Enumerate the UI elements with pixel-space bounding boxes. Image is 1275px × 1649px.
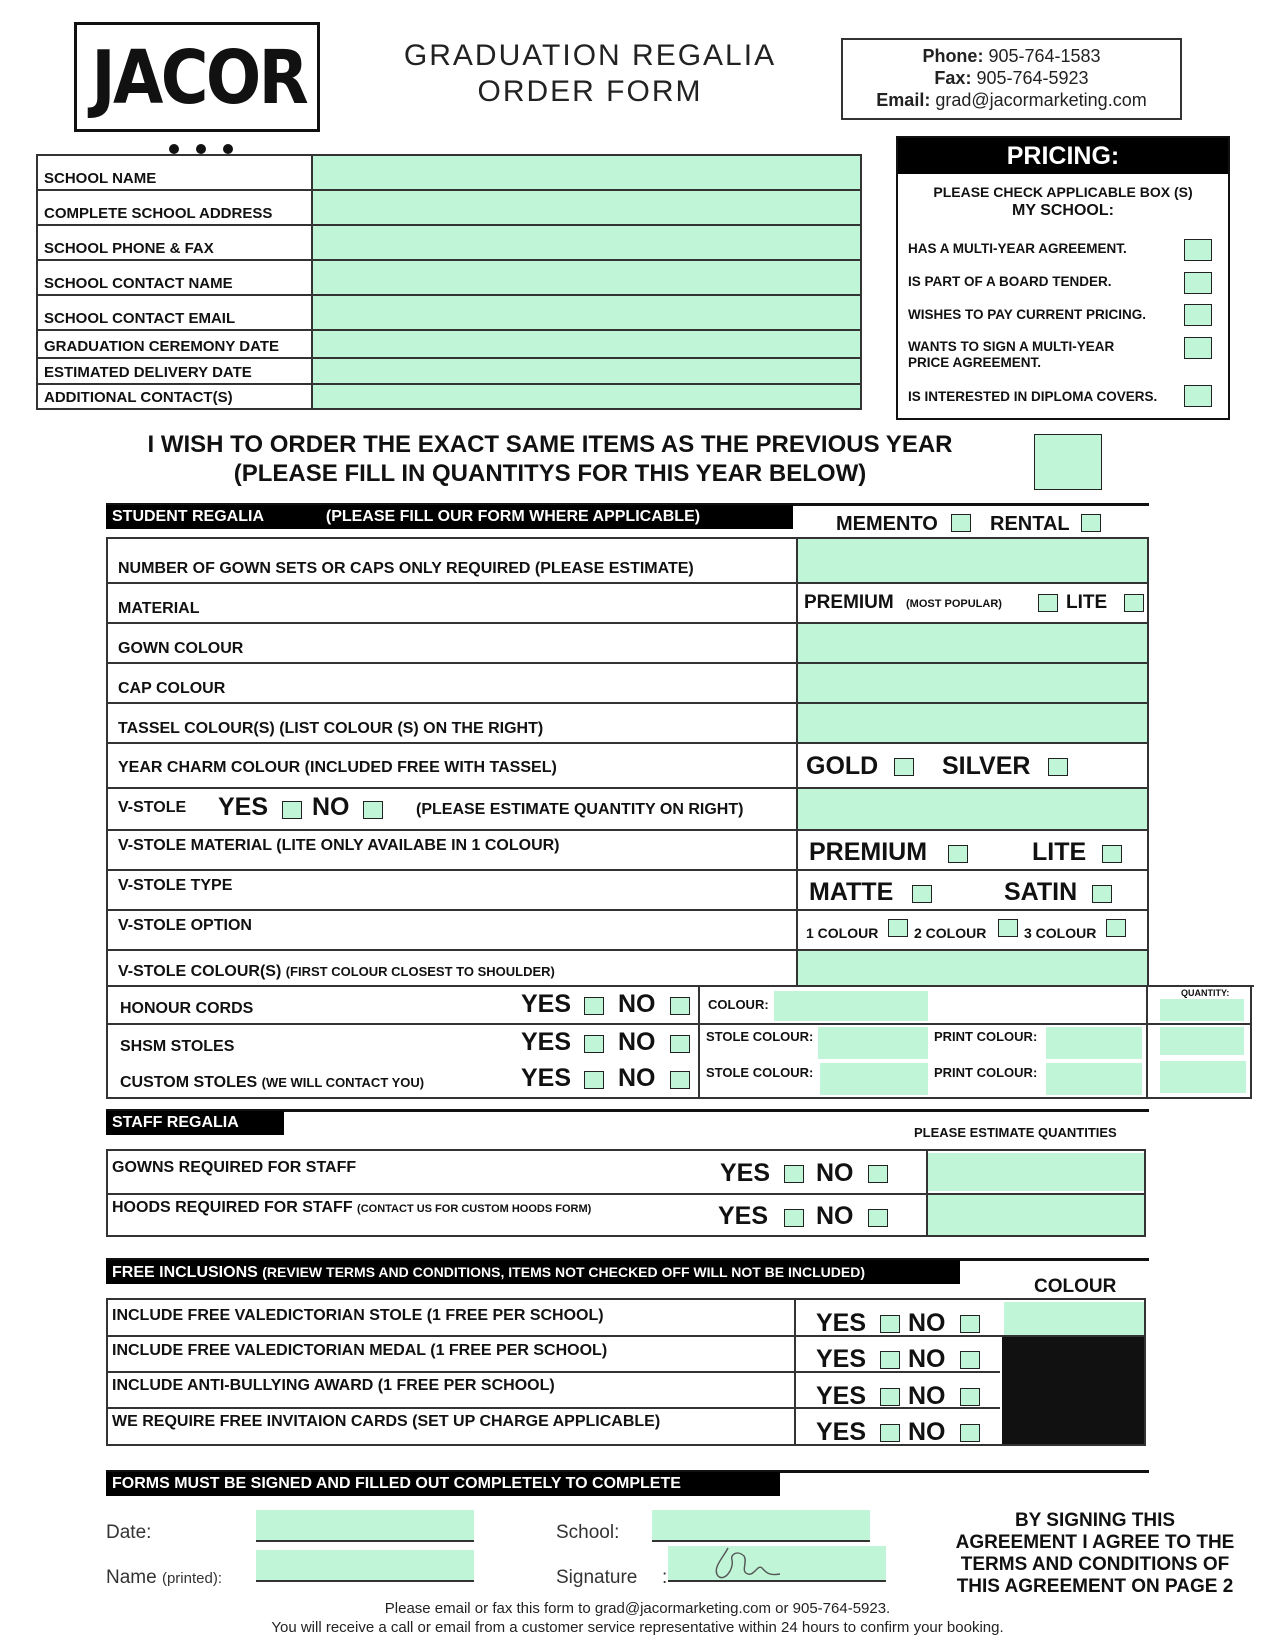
two-colour-label: 2 COLOUR <box>914 925 987 941</box>
footer-note <box>0 1599 1275 1637</box>
school-address-label: COMPLETE SCHOOL ADDRESS <box>44 205 273 222</box>
anti-bullying-no-label: NO <box>908 1382 946 1410</box>
shsm-print-colour-field[interactable] <box>1046 1027 1142 1059</box>
school-name-label: SCHOOL NAME <box>44 170 157 187</box>
estimate-quantities-label: PLEASE ESTIMATE QUANTITIES <box>914 1125 1117 1140</box>
three-colour-checkbox[interactable] <box>1106 919 1126 937</box>
free-inclusions-title: FREE INCLUSIONS <box>112 1264 258 1281</box>
matte-checkbox[interactable] <box>912 885 932 903</box>
vstole-option-label: V-STOLE OPTION <box>118 917 252 934</box>
gown-colour-label: GOWN COLOUR <box>118 640 244 657</box>
signature-label: Signature <box>556 1567 638 1588</box>
vstole-yes-checkbox[interactable] <box>282 801 302 819</box>
free-medal-no-label: NO <box>908 1345 946 1373</box>
invitation-yes-label: YES <box>816 1418 867 1446</box>
jacor-logo <box>74 22 320 132</box>
free-colour-label: COLOUR <box>1034 1276 1117 1297</box>
three-colour-label: 3 COLOUR <box>1024 925 1097 941</box>
gold-checkbox[interactable] <box>894 758 914 776</box>
custom-stoles-label: CUSTOM STOLES (WE WILL CONTACT YOU) <box>120 1074 425 1091</box>
quantity-label: QUANTITY: <box>1181 988 1230 998</box>
free-inclusions-table <box>106 1298 1146 1446</box>
form-title <box>380 38 800 110</box>
free-stole-yes-label: YES <box>816 1309 867 1337</box>
custom-print-colour-label: PRINT COLOUR: <box>934 1065 1038 1080</box>
most-popular-label: (MOST POPULAR) <box>906 598 1002 610</box>
additional-contact-field[interactable] <box>311 385 860 408</box>
cap-colour-label: CAP COLOUR <box>118 680 226 697</box>
agreement-note: BY SIGNING THIS AGREEMENT I AGREE TO THE TERMS AND CONDITIONS OF THIS AGREEMENT ON PAGE 2 <box>955 1510 1235 1597</box>
school-name-field[interactable] <box>311 156 860 189</box>
school-contact-email-label: SCHOOL CONTACT EMAIL <box>44 310 236 327</box>
vstole-material-row <box>108 831 1147 871</box>
anti-bullying-label: INCLUDE ANTI-BULLYING AWARD (1 FREE PER SCHOOL) <box>112 1377 555 1394</box>
vstole-colours-note: (FIRST COLOUR CLOSEST TO SHOULDER) <box>285 964 555 979</box>
pricing-checkbox-sign-agreement[interactable] <box>1184 337 1212 359</box>
staff-gowns-quantity-field[interactable] <box>928 1153 1144 1191</box>
vstole-material-options <box>796 831 1147 869</box>
pricing-item-sign-agreement: WANTS TO SIGN A MULTI-YEAR PRICE AGREEMENT. <box>908 339 1115 370</box>
vstole-material-label: V-STOLE MATERIAL (LITE ONLY AVAILABE IN 1 COLOUR) <box>118 837 560 854</box>
year-charm-options <box>796 744 1147 787</box>
tassel-colour-field[interactable] <box>796 704 1147 742</box>
phone-line: Phone: 905-764-1583 <box>922 46 1101 66</box>
vstole-quantity-field[interactable] <box>796 789 1147 829</box>
school-address-field[interactable] <box>311 191 860 224</box>
shsm-stole-colour-field[interactable] <box>818 1027 928 1059</box>
colour-blocked-area <box>1002 1337 1144 1444</box>
shsm-no-checkbox[interactable] <box>670 1035 690 1053</box>
custom-quantity-field[interactable] <box>1160 1061 1246 1093</box>
vstole-yes-label: YES <box>218 793 269 821</box>
staff-hoods-label: HOODS REQUIRED FOR STAFF (CONTACT US FOR CUSTOM HOODS FORM) <box>112 1199 592 1216</box>
footer-line-2: You will receive a call or email from a customer service representative within 24 hours to confirm your booking. <box>271 1619 1004 1636</box>
name-field[interactable] <box>256 1550 474 1582</box>
free-inclusions-note: (REVIEW TERMS AND CONDITIONS, ITEMS NOT CHECKED OFF WILL NOT BE INCLUDED) <box>262 1264 866 1280</box>
title-line-1: GRADUATION REGALIA <box>403 39 777 72</box>
school-contact-email-field[interactable] <box>311 296 860 329</box>
tassel-colour-label: TASSEL COLOUR(S) (LIST COLOUR (S) ON THE RIGHT) <box>118 720 544 737</box>
custom-yes-label: YES <box>521 1064 572 1092</box>
free-stole-no-checkbox[interactable] <box>960 1315 980 1333</box>
vstole-type-options <box>796 871 1147 909</box>
vstole-colours-field[interactable] <box>796 951 1147 985</box>
pricing-checkbox-diploma-covers[interactable] <box>1184 385 1212 407</box>
custom-no-checkbox[interactable] <box>670 1071 690 1089</box>
vstole-premium-label: PREMIUM <box>809 838 928 866</box>
signature-colon: : <box>662 1567 668 1588</box>
student-regalia-header <box>106 505 793 529</box>
free-medal-yes-checkbox[interactable] <box>880 1351 900 1369</box>
anti-bullying-yes-checkbox[interactable] <box>880 1388 900 1406</box>
year-charm-row <box>108 744 1147 789</box>
gown-sets-label: NUMBER OF GOWN SETS OR CAPS ONLY REQUIRED (PLEASE ESTIMATE) <box>118 560 694 577</box>
same-items-line-2: (PLEASE FILL IN QUANTITYS FOR THIS YEAR BELOW) <box>233 460 867 487</box>
staff-regalia-table <box>106 1149 1146 1237</box>
material-options <box>796 584 1147 622</box>
pricing-instruction: PLEASE CHECK APPLICABLE BOX (S) <box>933 184 1193 200</box>
logo-dots <box>163 141 243 155</box>
fax-line: Fax: 905-764-5923 <box>934 68 1089 88</box>
vstole-note: (PLEASE ESTIMATE QUANTITY ON RIGHT) <box>416 801 744 818</box>
vstole-type-row <box>108 871 1147 911</box>
pricing-title: PRICING: <box>898 138 1228 174</box>
lite-label: LITE <box>1066 592 1108 613</box>
shsm-yes-checkbox[interactable] <box>584 1035 604 1053</box>
pricing-checkbox-multi-year[interactable] <box>1184 239 1212 261</box>
printed-label: (printed): <box>161 1570 222 1587</box>
custom-stoles-note: (WE WILL CONTACT YOU) <box>261 1075 425 1090</box>
signature-header: FORMS MUST BE SIGNED AND FILLED OUT COMPLETELY TO COMPLETE <box>106 1472 780 1496</box>
shsm-print-colour-label: PRINT COLOUR: <box>934 1029 1038 1044</box>
school-contact-name-field[interactable] <box>311 261 860 294</box>
free-stole-yes-checkbox[interactable] <box>880 1315 900 1333</box>
vstole-no-label: NO <box>312 793 350 821</box>
fax-value: 905-764-5923 <box>976 68 1089 88</box>
material-row <box>108 584 1147 624</box>
custom-print-colour-field[interactable] <box>1046 1063 1142 1095</box>
custom-no-label: NO <box>618 1064 656 1092</box>
gown-colour-row <box>108 624 1147 664</box>
anti-bullying-no-checkbox[interactable] <box>960 1388 980 1406</box>
school-contact-name-row <box>38 261 860 296</box>
name-label: Name (printed): <box>106 1567 222 1588</box>
shsm-quantity-field[interactable] <box>1160 1027 1244 1055</box>
invitation-cards-label: WE REQUIRE FREE INVITAION CARDS (SET UP CHARGE APPLICABLE) <box>112 1413 661 1430</box>
premium-checkbox[interactable] <box>1038 594 1058 612</box>
honour-no-label: NO <box>618 990 656 1018</box>
additional-contact-row <box>38 385 860 408</box>
school-field[interactable] <box>652 1510 870 1542</box>
vstole-lite-checkbox[interactable] <box>1102 845 1122 863</box>
additional-contact-label: ADDITIONAL CONTACT(S) <box>44 389 233 406</box>
gold-label: GOLD <box>806 752 879 780</box>
honour-quantity-field[interactable] <box>1160 999 1244 1021</box>
free-stole-no-label: NO <box>908 1309 946 1337</box>
ceremony-date-row <box>38 331 860 359</box>
signature-scribble <box>668 1546 886 1582</box>
gown-colour-field[interactable] <box>796 624 1147 662</box>
same-items-checkbox[interactable] <box>1034 434 1102 490</box>
staff-hoods-note: (CONTACT US FOR CUSTOM HOODS FORM) <box>357 1203 592 1215</box>
signature-field[interactable] <box>668 1546 886 1582</box>
title-line-2: ORDER FORM <box>477 75 703 108</box>
student-regalia-note: (PLEASE FILL OUR FORM WHERE APPLICABLE) <box>325 508 701 525</box>
staff-gowns-label: GOWNS REQUIRED FOR STAFF <box>112 1159 357 1176</box>
staff-gowns-no-checkbox[interactable] <box>868 1165 888 1183</box>
staff-hoods-no-label: NO <box>816 1202 854 1230</box>
memento-checkbox[interactable] <box>951 514 971 532</box>
phone-value: 905-764-1583 <box>988 46 1101 66</box>
satin-checkbox[interactable] <box>1092 885 1112 903</box>
email-line: Email: grad@jacormarketing.com <box>876 90 1147 110</box>
school-phone-label: SCHOOL PHONE & FAX <box>44 240 214 257</box>
school-phone-field[interactable] <box>311 226 860 259</box>
same-items-line-1: I WISH TO ORDER THE EXACT SAME ITEMS AS THE PREVIOUS YEAR <box>147 431 953 458</box>
school-name-row <box>38 156 860 191</box>
delivery-date-field[interactable] <box>311 359 860 383</box>
premium-label: PREMIUM <box>804 592 894 613</box>
free-medal-yes-label: YES <box>816 1345 867 1373</box>
student-regalia-table <box>106 537 1149 987</box>
shsm-no-label: NO <box>618 1028 656 1056</box>
vstole-option-options <box>796 911 1147 949</box>
invitation-no-checkbox[interactable] <box>960 1424 980 1442</box>
free-inclusions-header <box>106 1260 960 1284</box>
honour-yes-label: YES <box>521 990 572 1018</box>
staff-gowns-no-label: NO <box>816 1159 854 1187</box>
vstole-lite-label: LITE <box>1032 838 1087 866</box>
cords-stoles-table <box>106 985 1252 1099</box>
shsm-stole-colour-label: STOLE COLOUR: <box>706 1029 814 1044</box>
school-contact-name-label: SCHOOL CONTACT NAME <box>44 275 233 292</box>
pricing-item-diploma-covers: IS INTERESTED IN DIPLOMA COVERS. <box>908 389 1158 404</box>
contact-box <box>841 38 1182 120</box>
school-phone-row <box>38 226 860 261</box>
same-items-statement <box>100 430 1000 488</box>
school-info-table <box>36 154 862 410</box>
staff-gowns-yes-label: YES <box>720 1159 771 1187</box>
gown-sets-row <box>108 539 1147 584</box>
custom-yes-checkbox[interactable] <box>584 1071 604 1089</box>
one-colour-label: 1 COLOUR <box>806 925 879 941</box>
staff-hoods-yes-checkbox[interactable] <box>784 1209 804 1227</box>
invitation-no-label: NO <box>908 1418 946 1446</box>
school-address-row <box>38 191 860 226</box>
vstole-type-label: V-STOLE TYPE <box>118 877 233 894</box>
free-medal-label: INCLUDE FREE VALEDICTORIAN MEDAL (1 FREE PER SCHOOL) <box>112 1342 608 1359</box>
rental-checkbox[interactable] <box>1081 514 1101 532</box>
free-medal-no-checkbox[interactable] <box>960 1351 980 1369</box>
pricing-checkbox-current-pricing[interactable] <box>1184 304 1212 326</box>
vstole-row <box>108 789 1147 831</box>
staff-gowns-yes-checkbox[interactable] <box>784 1165 804 1183</box>
silver-label: SILVER <box>942 752 1031 780</box>
vstole-colours-row <box>108 951 1147 985</box>
pricing-checkbox-board-tender[interactable] <box>1184 272 1212 294</box>
school-label: School: <box>556 1522 620 1543</box>
shsm-yes-label: YES <box>521 1028 572 1056</box>
lite-checkbox[interactable] <box>1124 594 1144 612</box>
cap-colour-field[interactable] <box>796 664 1147 702</box>
email-value: grad@jacormarketing.com <box>935 90 1147 110</box>
shsm-stoles-label: SHSM STOLES <box>120 1038 235 1055</box>
pricing-item-board-tender: IS PART OF A BOARD TENDER. <box>908 274 1112 289</box>
date-field[interactable] <box>256 1510 474 1542</box>
free-stole-label: INCLUDE FREE VALEDICTORIAN STOLE (1 FREE PER SCHOOL) <box>112 1307 604 1324</box>
one-colour-checkbox[interactable] <box>888 919 908 937</box>
logo-text: JACOR <box>91 35 307 121</box>
vstole-no-checkbox[interactable] <box>363 801 383 819</box>
invitation-yes-checkbox[interactable] <box>880 1424 900 1442</box>
material-label: MATERIAL <box>118 600 200 617</box>
vstole-colours-label: V-STOLE COLOUR(S) (FIRST COLOUR CLOSEST TO SHOULDER) <box>118 963 555 980</box>
delivery-date-row <box>38 359 860 385</box>
vstole-option-row <box>108 911 1147 951</box>
staff-hoods-yes-label: YES <box>718 1202 769 1230</box>
silver-checkbox[interactable] <box>1048 758 1068 776</box>
gown-sets-field[interactable] <box>796 539 1147 582</box>
memento-label: MEMENTO <box>836 513 938 535</box>
vstole-premium-checkbox[interactable] <box>948 845 968 863</box>
tassel-colour-row <box>108 704 1147 744</box>
anti-bullying-yes-label: YES <box>816 1382 867 1410</box>
pricing-item-multi-year: HAS A MULTI-YEAR AGREEMENT. <box>908 241 1127 256</box>
satin-label: SATIN <box>1004 878 1078 906</box>
custom-stole-colour-label: STOLE COLOUR: <box>706 1065 814 1080</box>
pricing-subtitle: MY SCHOOL: <box>1012 202 1114 219</box>
rental-label: RENTAL <box>990 513 1070 535</box>
honour-no-checkbox[interactable] <box>670 997 690 1015</box>
footer-line-1: Please email or fax this form to grad@jacormarketing.com or 905-764-5923. <box>384 1600 891 1617</box>
student-regalia-title: STUDENT REGALIA <box>112 508 264 525</box>
honour-colour-label: COLOUR: <box>708 997 769 1012</box>
valedictorian-stole-colour-field[interactable] <box>1004 1302 1144 1335</box>
matte-label: MATTE <box>809 878 894 906</box>
staff-regalia-header: STAFF REGALIA <box>106 1111 284 1135</box>
ceremony-date-field[interactable] <box>311 331 860 357</box>
ceremony-date-label: GRADUATION CEREMONY DATE <box>44 338 280 355</box>
staff-hoods-no-checkbox[interactable] <box>868 1209 888 1227</box>
custom-stole-colour-field[interactable] <box>820 1063 928 1095</box>
honour-cords-label: HONOUR CORDS <box>120 1000 254 1017</box>
delivery-date-label: ESTIMATED DELIVERY DATE <box>44 364 252 381</box>
school-contact-email-row <box>38 296 860 331</box>
honour-colour-field[interactable] <box>774 991 928 1021</box>
vstole-label: V-STOLE <box>118 799 187 816</box>
pricing-item-current-pricing: WISHES TO PAY CURRENT PRICING. <box>908 307 1147 322</box>
staff-hoods-quantity-field[interactable] <box>928 1195 1144 1235</box>
year-charm-label: YEAR CHARM COLOUR (INCLUDED FREE WITH TASSEL) <box>118 759 557 776</box>
honour-yes-checkbox[interactable] <box>584 997 604 1015</box>
two-colour-checkbox[interactable] <box>998 919 1018 937</box>
pricing-box <box>896 136 1230 420</box>
date-label: Date: <box>106 1522 152 1543</box>
cap-colour-row <box>108 664 1147 704</box>
